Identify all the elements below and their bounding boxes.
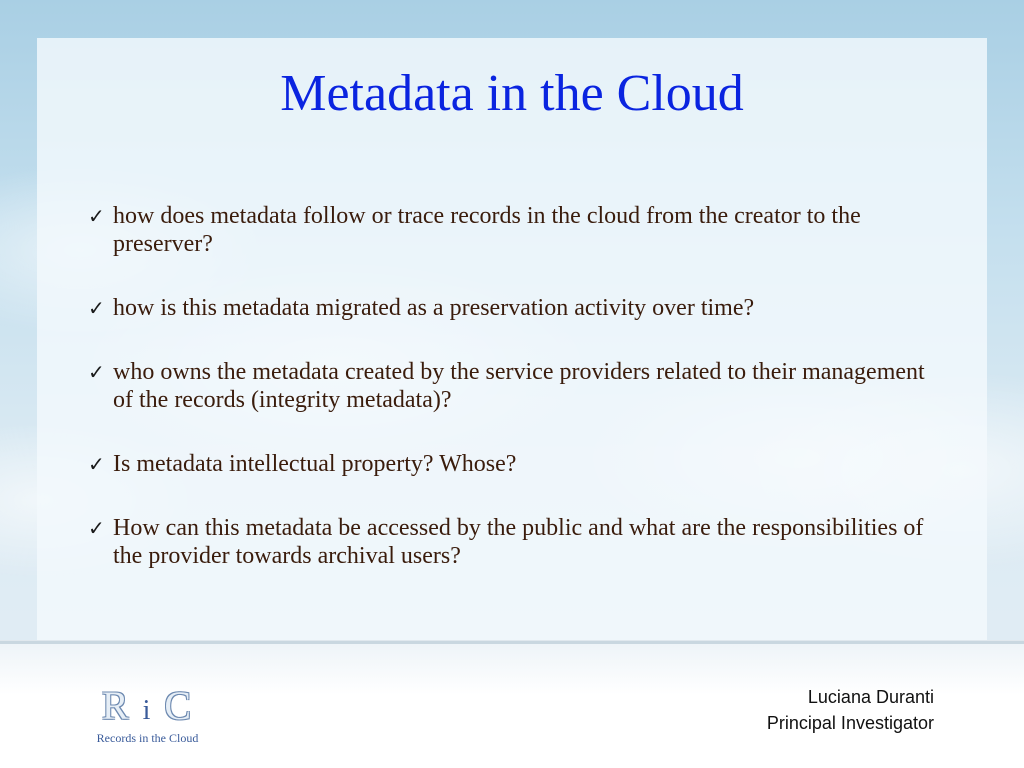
bullet-item xyxy=(88,294,938,322)
presenter-info xyxy=(767,684,934,736)
presenter-name: Luciana Duranti xyxy=(807,687,934,707)
check-icon: ✓ xyxy=(88,204,105,228)
bullet-text: who owns the metadata created by the service providers related to their management of the records (integrity metadata)? xyxy=(113,359,925,413)
bullet-list xyxy=(88,202,938,606)
check-icon: ✓ xyxy=(88,516,105,540)
slide-title: Metadata in the Cloud xyxy=(280,65,744,122)
ric-logo xyxy=(90,683,205,746)
logo-letters xyxy=(90,683,205,731)
logo-letter: C xyxy=(164,683,194,728)
bullet-item xyxy=(88,514,938,570)
logo-tagline: Records in the Cloud xyxy=(96,731,199,745)
logo-letter: R xyxy=(101,683,131,728)
bullet-text: Is metadata intellectual property? Whose? xyxy=(113,451,517,477)
check-icon: ✓ xyxy=(88,452,105,476)
check-icon: ✓ xyxy=(88,296,105,320)
bullet-text: how does metadata follow or trace records in the cloud from the creator to the preserver? xyxy=(113,203,861,257)
bullet-item xyxy=(88,358,938,414)
logo-letter: i xyxy=(142,695,153,726)
check-icon: ✓ xyxy=(88,360,105,384)
bullet-item xyxy=(88,202,938,258)
bullet-text: how is this metadata migrated as a preservation activity over time? xyxy=(113,295,755,321)
presenter-role: Principal Investigator xyxy=(766,713,934,733)
bullet-text: How can this metadata be accessed by the public and what are the responsibilities of the provider towards archival users? xyxy=(113,515,924,569)
bullet-item xyxy=(88,450,938,478)
